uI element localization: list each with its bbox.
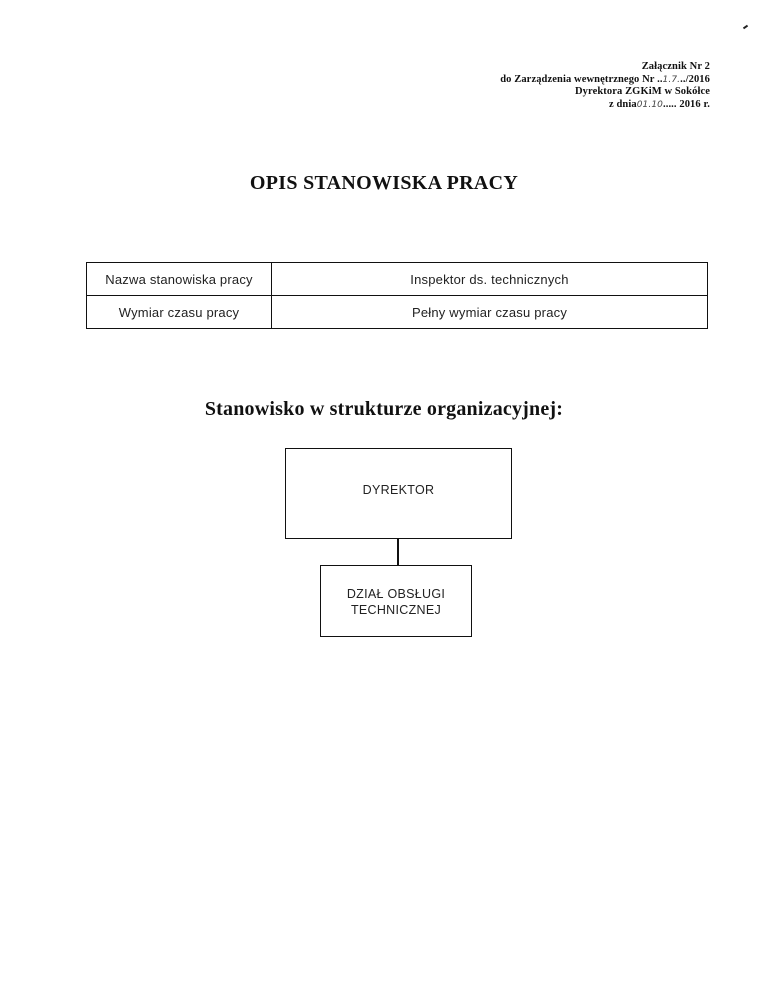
- document-title: OPIS STANOWISKA PRACY: [249, 172, 519, 194]
- job-name-label: Nazwa stanowiska pracy: [87, 263, 272, 296]
- org-connector-line: [397, 539, 399, 565]
- job-info-table: [86, 262, 708, 329]
- scan-mark: [743, 25, 748, 30]
- annex-order-handwritten: 1.7.: [662, 74, 681, 85]
- table-row: [87, 296, 708, 329]
- department-label-line2: TECHNICZNEJ: [350, 603, 442, 617]
- annex-date-line: [500, 99, 710, 112]
- annex-header: [500, 61, 710, 111]
- work-time-value: Pełny wymiar czasu pracy: [272, 296, 708, 329]
- org-box-department: [320, 565, 472, 637]
- work-time-label: Wymiar czasu pracy: [87, 296, 272, 329]
- department-label-line1: DZIAŁ OBSŁUGI: [346, 587, 446, 601]
- annex-order-suffix: ../2016: [680, 73, 710, 85]
- table-row: [87, 263, 708, 296]
- annex-director-line: Dyrektora ZGKiM w Sokółce: [574, 86, 710, 97]
- annex-order-prefix: do Zarządzenia wewnętrznego Nr ..: [500, 73, 663, 85]
- director-label: DYREKTOR: [362, 483, 435, 497]
- structure-heading: Stanowisko w strukturze organizacyjnej:: [204, 398, 564, 420]
- annex-order-line: [500, 74, 710, 87]
- annex-number: Załącznik Nr 2: [641, 61, 710, 72]
- annex-date-prefix: z dnia: [609, 98, 637, 110]
- annex-date-handwritten: 01.10: [636, 99, 663, 110]
- job-name-value: Inspektor ds. technicznych: [272, 263, 708, 296]
- org-box-director: [285, 448, 512, 539]
- annex-date-suffix: ..... 2016 r.: [663, 98, 710, 110]
